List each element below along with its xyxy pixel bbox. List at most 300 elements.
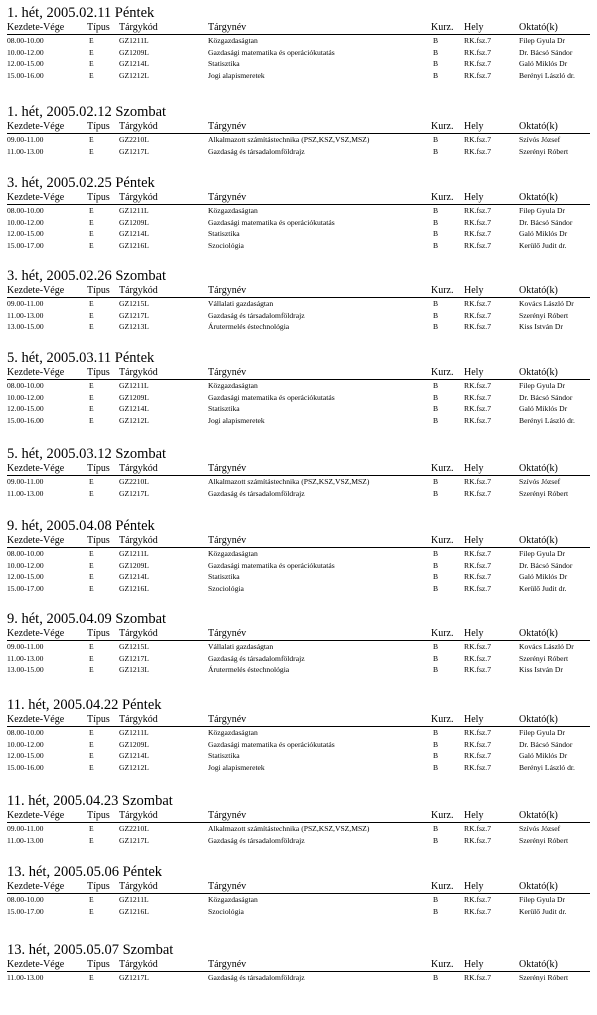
table-cell: B <box>433 653 439 663</box>
table-cell: RK.fsz.7 <box>464 488 491 498</box>
column-header: Kezdete-Vége <box>7 285 65 296</box>
column-header: Típus <box>87 367 110 378</box>
table-row <box>7 240 590 252</box>
table-cell: Galó Miklós Dr <box>519 229 568 238</box>
table-cell: Dr. Bácsó Sándor <box>519 217 573 227</box>
table-cell: Vállalati gazdaságtan <box>208 642 274 651</box>
schedule-section <box>7 446 590 499</box>
table-row <box>7 739 590 751</box>
table-cell: E <box>89 47 94 57</box>
table-header <box>7 463 590 476</box>
table-cell: RK.fsz.7 <box>464 70 491 80</box>
table-cell: GZ1212L <box>119 70 149 80</box>
table-cell: B <box>433 404 439 413</box>
column-header: Típus <box>87 192 110 203</box>
table-row <box>7 583 590 595</box>
table-cell: E <box>89 206 94 215</box>
table-cell: RK.fsz.7 <box>464 135 491 144</box>
table-row <box>7 47 590 59</box>
column-header: Tárgykód <box>119 881 158 892</box>
table-cell: GZ1217L <box>119 310 149 320</box>
table-cell: Gazdasági matematika és operációkutatás <box>208 560 335 570</box>
table-cell: GZ1212L <box>119 762 149 772</box>
section-title: 3. hét, 2005.02.25 Péntek <box>7 175 155 191</box>
table-cell: E <box>89 299 94 308</box>
table-cell: B <box>433 762 439 772</box>
table-header <box>7 535 590 548</box>
table-cell: E <box>89 751 94 760</box>
table-row <box>7 35 590 47</box>
table-cell: B <box>433 217 439 227</box>
column-header: Hely <box>464 628 484 639</box>
table-cell: 09.00-11.00 <box>7 135 44 144</box>
table-cell: E <box>89 477 94 486</box>
table-cell: Filep Gyula Dr <box>519 381 565 390</box>
table-cell: RK.fsz.7 <box>464 642 491 651</box>
table-cell: 15.00-16.00 <box>7 70 44 80</box>
table-cell: Jogi alapismeretek <box>208 70 265 80</box>
table-cell: RK.fsz.7 <box>464 59 491 68</box>
table-cell: E <box>89 973 94 982</box>
table-cell: E <box>89 653 94 663</box>
table-cell: 10.00-12.00 <box>7 217 44 227</box>
table-row <box>7 894 590 906</box>
table-cell: Kiss István Dr <box>519 322 563 331</box>
section-title: 11. hét, 2005.04.23 Szombat <box>7 793 173 809</box>
table-cell: RK.fsz.7 <box>464 973 491 982</box>
table-cell: B <box>433 739 439 749</box>
table-cell: B <box>433 560 439 570</box>
table-row <box>7 641 590 653</box>
table-row <box>7 750 590 762</box>
column-header: Kezdete-Vége <box>7 463 65 474</box>
table-cell: E <box>89 642 94 651</box>
table-cell: GZ2210L <box>119 824 149 833</box>
table-row <box>7 58 590 70</box>
column-header: Oktató(k) <box>519 535 558 546</box>
column-header: Kezdete-Vége <box>7 367 65 378</box>
table-cell: 10.00-12.00 <box>7 739 44 749</box>
table-cell: RK.fsz.7 <box>464 381 491 390</box>
table-cell: GZ1215L <box>119 642 149 651</box>
table-cell: E <box>89 488 94 498</box>
table-cell: 15.00-17.00 <box>7 240 44 250</box>
column-header: Tárgykód <box>119 285 158 296</box>
table-cell: Szerényi Róbert <box>519 310 569 320</box>
column-header: Kurz. <box>431 628 454 639</box>
table-cell: Berényi László dr. <box>519 762 575 772</box>
section-title: 1. hét, 2005.02.11 Péntek <box>7 5 155 21</box>
table-row <box>7 70 590 82</box>
column-header: Hely <box>464 463 484 474</box>
column-header: Hely <box>464 22 484 33</box>
column-header: Kurz. <box>431 714 454 725</box>
table-cell: B <box>433 381 439 390</box>
table-cell: RK.fsz.7 <box>464 572 491 581</box>
table-cell: Berényi László dr. <box>519 415 575 425</box>
table-cell: GZ1209L <box>119 739 149 749</box>
table-cell: RK.fsz.7 <box>464 229 491 238</box>
table-cell: B <box>433 751 439 760</box>
table-cell: RK.fsz.7 <box>464 653 491 663</box>
column-header: Típus <box>87 463 110 474</box>
table-cell: GZ1214L <box>119 751 149 760</box>
table-row <box>7 664 590 676</box>
column-header: Hely <box>464 810 484 821</box>
section-title: 3. hét, 2005.02.26 Szombat <box>7 268 167 284</box>
table-cell: GZ1217L <box>119 488 149 498</box>
table-cell: Dr. Bácsó Sándor <box>519 47 573 57</box>
table-cell: RK.fsz.7 <box>464 835 491 845</box>
table-cell: E <box>89 583 94 593</box>
table-header <box>7 810 590 823</box>
table-cell: 11.00-13.00 <box>7 310 44 320</box>
table-cell: B <box>433 572 439 581</box>
table-cell: Szerényi Róbert <box>519 835 569 845</box>
table-cell: E <box>89 739 94 749</box>
table-cell: RK.fsz.7 <box>464 762 491 772</box>
table-cell: E <box>89 229 94 238</box>
column-header: Kurz. <box>431 881 454 892</box>
table-cell: E <box>89 895 94 904</box>
table-cell: Filep Gyula Dr <box>519 206 565 215</box>
table-cell: 15.00-16.00 <box>7 762 44 772</box>
table-cell: Szívós József <box>519 477 561 486</box>
table-cell: RK.fsz.7 <box>464 392 491 402</box>
table-cell: Közgazdaságtan <box>208 381 258 390</box>
table-header <box>7 714 590 727</box>
column-header: Tárgynév <box>208 463 247 474</box>
column-header: Típus <box>87 881 110 892</box>
table-row <box>7 228 590 240</box>
table-cell: GZ1214L <box>119 572 149 581</box>
column-header: Kezdete-Vége <box>7 881 65 892</box>
table-cell: Dr. Bácsó Sándor <box>519 560 573 570</box>
column-header: Kurz. <box>431 959 454 970</box>
section-title: 9. hét, 2005.04.09 Szombat <box>7 611 167 627</box>
table-cell: RK.fsz.7 <box>464 751 491 760</box>
column-header: Tárgykód <box>119 959 158 970</box>
table-cell: Gazdasági matematika és operációkutatás <box>208 217 335 227</box>
table-cell: GZ1209L <box>119 392 149 402</box>
table-cell: Filep Gyula Dr <box>519 728 565 737</box>
table-row <box>7 548 590 560</box>
table-cell: E <box>89 572 94 581</box>
schedule-section <box>7 350 590 426</box>
section-title: 9. hét, 2005.04.08 Péntek <box>7 518 155 534</box>
section-title: 11. hét, 2005.04.22 Péntek <box>7 697 162 713</box>
table-cell: Szívós József <box>519 824 561 833</box>
column-header: Típus <box>87 810 110 821</box>
table-row <box>7 727 590 739</box>
column-header: Tárgykód <box>119 463 158 474</box>
table-cell: B <box>433 59 439 68</box>
table-cell: Statisztika <box>208 59 240 68</box>
table-cell: 13.00-15.00 <box>7 322 44 331</box>
table-cell: Kerülő Judit dr. <box>519 906 567 916</box>
table-cell: B <box>433 229 439 238</box>
table-cell: RK.fsz.7 <box>464 240 491 250</box>
column-header: Oktató(k) <box>519 810 558 821</box>
table-cell: Filep Gyula Dr <box>519 549 565 558</box>
column-header: Oktató(k) <box>519 714 558 725</box>
table-cell: 10.00-12.00 <box>7 560 44 570</box>
table-cell: B <box>433 47 439 57</box>
table-cell: Szociológia <box>208 240 244 250</box>
column-header: Kurz. <box>431 121 454 132</box>
table-cell: 11.00-13.00 <box>7 146 44 156</box>
column-header: Kezdete-Vége <box>7 22 65 33</box>
table-cell: 13.00-15.00 <box>7 665 44 674</box>
table-cell: Gazdaság és társadalomföldrajz <box>208 973 305 982</box>
table-row <box>7 403 590 415</box>
table-cell: Gazdasági matematika és operációkutatás <box>208 47 335 57</box>
table-header <box>7 22 590 35</box>
table-header <box>7 881 590 894</box>
table-cell: RK.fsz.7 <box>464 322 491 331</box>
table-cell: RK.fsz.7 <box>464 824 491 833</box>
schedule-section <box>7 611 590 676</box>
table-cell: RK.fsz.7 <box>464 895 491 904</box>
table-cell: Filep Gyula Dr <box>519 36 565 45</box>
table-cell: Galó Miklós Dr <box>519 751 568 760</box>
table-cell: Gazdaság és társadalomföldrajz <box>208 653 305 663</box>
table-cell: Gazdaság és társadalomföldrajz <box>208 488 305 498</box>
column-header: Hely <box>464 881 484 892</box>
column-header: Típus <box>87 22 110 33</box>
column-header: Kurz. <box>431 810 454 821</box>
table-cell: E <box>89 835 94 845</box>
column-header: Tárgynév <box>208 628 247 639</box>
table-cell: RK.fsz.7 <box>464 36 491 45</box>
table-cell: GZ1217L <box>119 146 149 156</box>
table-row <box>7 488 590 500</box>
table-cell: 08.00-10.00 <box>7 549 44 558</box>
table-cell: Szerényi Róbert <box>519 973 569 982</box>
column-header: Kezdete-Vége <box>7 192 65 203</box>
table-cell: Közgazdaságtan <box>208 206 258 215</box>
table-cell: GZ1213L <box>119 322 149 331</box>
column-header: Tárgynév <box>208 714 247 725</box>
table-header <box>7 192 590 205</box>
table-cell: 09.00-11.00 <box>7 299 44 308</box>
table-cell: E <box>89 310 94 320</box>
column-header: Oktató(k) <box>519 121 558 132</box>
table-cell: GZ1212L <box>119 415 149 425</box>
table-cell: B <box>433 240 439 250</box>
table-cell: B <box>433 906 439 916</box>
table-row <box>7 906 590 918</box>
table-cell: B <box>433 36 439 45</box>
table-header <box>7 285 590 298</box>
table-cell: E <box>89 392 94 402</box>
table-cell: GZ1217L <box>119 653 149 663</box>
column-header: Tárgynév <box>208 22 247 33</box>
table-cell: RK.fsz.7 <box>464 299 491 308</box>
table-cell: Galó Miklós Dr <box>519 404 568 413</box>
table-cell: Árutermelés éstechnológia <box>208 322 290 331</box>
table-cell: B <box>433 477 439 486</box>
column-header: Kezdete-Vége <box>7 810 65 821</box>
table-cell: 08.00-10.00 <box>7 728 44 737</box>
table-cell: B <box>433 70 439 80</box>
table-cell: GZ2210L <box>119 477 149 486</box>
table-cell: E <box>89 665 94 674</box>
table-cell: 09.00-11.00 <box>7 642 44 651</box>
table-cell: B <box>433 299 439 308</box>
table-cell: B <box>433 665 439 674</box>
table-cell: Dr. Bácsó Sándor <box>519 392 573 402</box>
table-cell: Jogi alapismeretek <box>208 762 265 772</box>
table-cell: Alkalmazott számítástechnika (PSZ,KSZ,VSZ,MSZ) <box>208 135 370 144</box>
column-header: Hely <box>464 121 484 132</box>
table-cell: GZ1213L <box>119 665 149 674</box>
column-header: Tárgykód <box>119 714 158 725</box>
table-cell: GZ1214L <box>119 229 149 238</box>
column-header: Típus <box>87 285 110 296</box>
column-header: Oktató(k) <box>519 463 558 474</box>
table-cell: Galó Miklós Dr <box>519 59 568 68</box>
table-cell: GZ1211L <box>119 381 149 390</box>
table-cell: 11.00-13.00 <box>7 488 44 498</box>
table-cell: E <box>89 135 94 144</box>
table-cell: GZ1211L <box>119 206 149 215</box>
table-cell: E <box>89 404 94 413</box>
table-cell: GZ1209L <box>119 47 149 57</box>
table-cell: RK.fsz.7 <box>464 739 491 749</box>
column-header: Kezdete-Vége <box>7 121 65 132</box>
table-cell: RK.fsz.7 <box>464 47 491 57</box>
table-cell: RK.fsz.7 <box>464 665 491 674</box>
column-header: Típus <box>87 959 110 970</box>
table-cell: Szerényi Róbert <box>519 653 569 663</box>
table-row <box>7 476 590 488</box>
table-cell: 11.00-13.00 <box>7 835 44 845</box>
column-header: Kezdete-Vége <box>7 628 65 639</box>
table-cell: RK.fsz.7 <box>464 560 491 570</box>
table-cell: RK.fsz.7 <box>464 906 491 916</box>
table-cell: Gazdaság és társadalomföldrajz <box>208 146 305 156</box>
column-header: Kurz. <box>431 22 454 33</box>
table-cell: 08.00-10.00 <box>7 895 44 904</box>
column-header: Oktató(k) <box>519 192 558 203</box>
table-cell: Kerülő Judit dr. <box>519 583 567 593</box>
table-cell: RK.fsz.7 <box>464 583 491 593</box>
column-header: Hely <box>464 192 484 203</box>
column-header: Tárgynév <box>208 881 247 892</box>
column-header: Típus <box>87 535 110 546</box>
table-cell: GZ1209L <box>119 217 149 227</box>
table-cell: E <box>89 560 94 570</box>
column-header: Tárgynév <box>208 121 247 132</box>
table-cell: Gazdasági matematika és operációkutatás <box>208 392 335 402</box>
table-cell: Gazdaság és társadalomföldrajz <box>208 310 305 320</box>
table-cell: B <box>433 392 439 402</box>
table-cell: GZ1211L <box>119 895 149 904</box>
column-header: Oktató(k) <box>519 22 558 33</box>
schedule-section <box>7 175 590 251</box>
column-header: Kurz. <box>431 285 454 296</box>
table-cell: RK.fsz.7 <box>464 728 491 737</box>
table-cell: E <box>89 322 94 331</box>
table-cell: 12.00-15.00 <box>7 751 44 760</box>
table-row <box>7 762 590 774</box>
table-cell: Statisztika <box>208 751 240 760</box>
table-cell: E <box>89 36 94 45</box>
table-cell: E <box>89 59 94 68</box>
table-cell: E <box>89 906 94 916</box>
column-header: Tárgynév <box>208 192 247 203</box>
table-cell: 15.00-16.00 <box>7 415 44 425</box>
column-header: Hely <box>464 367 484 378</box>
table-cell: GZ1209L <box>119 560 149 570</box>
table-cell: B <box>433 488 439 498</box>
table-cell: GZ1215L <box>119 299 149 308</box>
table-cell: Dr. Bácsó Sándor <box>519 739 573 749</box>
table-cell: Vállalati gazdaságtan <box>208 299 274 308</box>
table-row <box>7 392 590 404</box>
table-cell: E <box>89 762 94 772</box>
table-row <box>7 972 590 984</box>
schedule-section <box>7 104 590 157</box>
table-cell: Közgazdaságtan <box>208 728 258 737</box>
table-cell: B <box>433 642 439 651</box>
table-cell: Közgazdaságtan <box>208 549 258 558</box>
table-cell: B <box>433 583 439 593</box>
table-cell: GZ1211L <box>119 549 149 558</box>
table-row <box>7 835 590 847</box>
column-header: Tárgykód <box>119 22 158 33</box>
table-cell: E <box>89 728 94 737</box>
table-cell: GZ1217L <box>119 973 149 982</box>
table-cell: 09.00-11.00 <box>7 824 44 833</box>
table-row <box>7 571 590 583</box>
column-header: Tárgynév <box>208 367 247 378</box>
table-cell: Kiss István Dr <box>519 665 563 674</box>
table-header <box>7 367 590 380</box>
column-header: Kurz. <box>431 535 454 546</box>
table-cell: E <box>89 549 94 558</box>
table-cell: B <box>433 549 439 558</box>
column-header: Hely <box>464 714 484 725</box>
column-header: Kurz. <box>431 463 454 474</box>
column-header: Tárgykód <box>119 367 158 378</box>
table-cell: GZ1216L <box>119 240 149 250</box>
column-header: Hely <box>464 285 484 296</box>
table-cell: 08.00-10.00 <box>7 206 44 215</box>
table-cell: RK.fsz.7 <box>464 477 491 486</box>
table-cell: Galó Miklós Dr <box>519 572 568 581</box>
table-cell: B <box>433 728 439 737</box>
section-title: 1. hét, 2005.02.12 Szombat <box>7 104 167 120</box>
table-cell: B <box>433 322 439 331</box>
table-header <box>7 959 590 972</box>
table-cell: 15.00-17.00 <box>7 906 44 916</box>
schedule-section <box>7 942 590 984</box>
column-header: Hely <box>464 535 484 546</box>
table-cell: Szerényi Róbert <box>519 488 569 498</box>
table-cell: B <box>433 973 439 982</box>
table-cell: GZ1211L <box>119 728 149 737</box>
table-cell: E <box>89 381 94 390</box>
column-header: Tárgynév <box>208 810 247 821</box>
table-cell: Jogi alapismeretek <box>208 415 265 425</box>
table-row <box>7 217 590 229</box>
table-cell: 08.00-10.00 <box>7 36 44 45</box>
table-cell: GZ1214L <box>119 59 149 68</box>
column-header: Kurz. <box>431 192 454 203</box>
table-cell: Szociológia <box>208 906 244 916</box>
